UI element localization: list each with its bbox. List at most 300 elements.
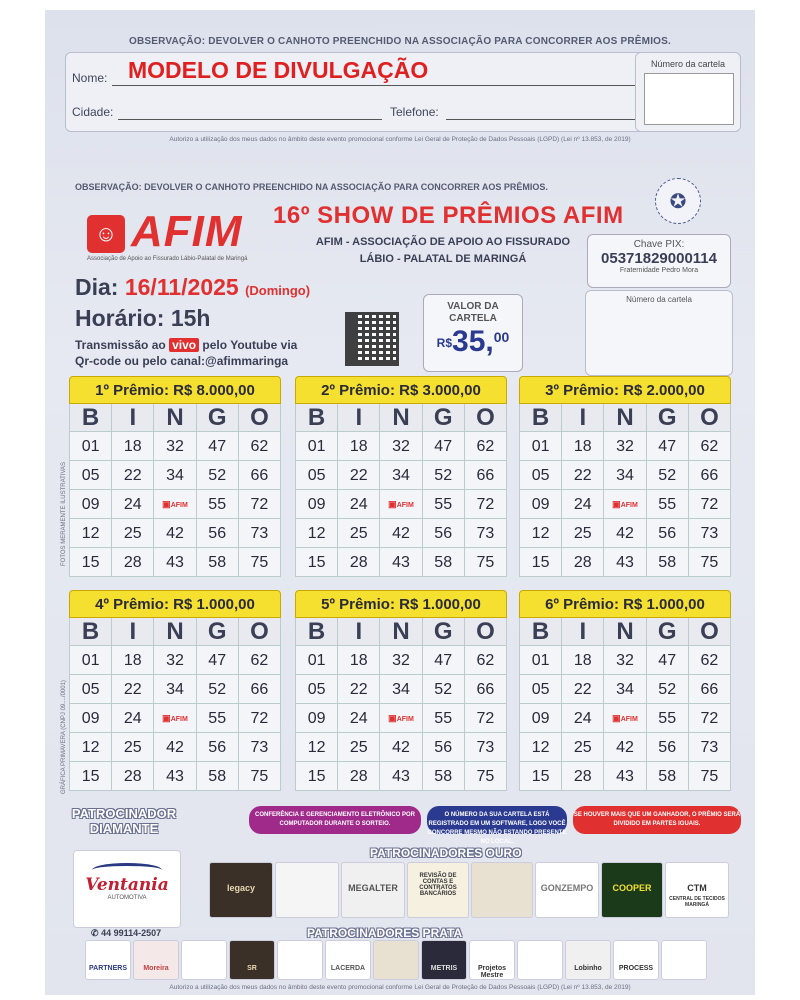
gold-sponsor-logo: [601, 862, 663, 918]
afim-logo-subtitle: Associação de Apoio ao Fissurado Lábio-Palatal de Maringá: [87, 256, 248, 262]
bingo-number: 73: [689, 733, 731, 762]
notice-split: SE HOUVER MAIS QUE UM GANHADOR, O PRÊMIO SERÁ DIVIDIDO EM PARTES IGUAIS.: [573, 806, 741, 834]
silver-sponsor-logo: [277, 940, 323, 980]
notice-software: O NÚMERO DA SUA CARTELA ESTÁ REGISTRADO EM UM SOFTWARE, LOGO VOCÊ CONCORRE MESMO NÃO ESTANDO PRESENTE NO LOCAL.: [427, 806, 567, 834]
gold-sponsors-title: PATROCINADORES OURO: [370, 846, 522, 860]
afim-logo: [87, 207, 267, 265]
gold-sponsor-name: legacy: [226, 883, 256, 893]
bingo-card: [69, 376, 281, 577]
bingo-number: 18: [338, 646, 380, 675]
pix-value: 05371829000114: [601, 250, 717, 267]
bingo-number: 05: [70, 461, 112, 490]
bingo-number: 56: [423, 733, 465, 762]
card-price-value: [424, 325, 522, 359]
bingo-number: 25: [112, 733, 154, 762]
silver-sponsor-logo: [229, 940, 275, 980]
bingo-number: 09: [520, 490, 562, 519]
silver-sponsor-logo: [661, 940, 707, 980]
bingo-number: 18: [112, 646, 154, 675]
bingo-letter: G: [647, 618, 689, 646]
bingo-number: 12: [520, 733, 562, 762]
bingo-letter: B: [520, 404, 562, 432]
bingo-number: 24: [562, 704, 604, 733]
bingo-number: 34: [380, 675, 422, 704]
bingo-number: 32: [380, 432, 422, 461]
association-line-2: LÁBIO - PALATAL DE MARINGÁ: [359, 253, 527, 265]
diamond-sponsor-title: [59, 806, 189, 836]
gold-sponsor-logo: [665, 862, 729, 918]
ticket-stub: [65, 52, 645, 132]
bingo-letter: O: [239, 404, 281, 432]
bingo-number: 15: [520, 762, 562, 791]
bingo-number: 55: [423, 490, 465, 519]
bingo-grid: [295, 618, 507, 791]
bingo-number: 22: [562, 675, 604, 704]
prize-title: 4º Prêmio: R$ 1.000,00: [69, 590, 281, 618]
bingo-number: 43: [380, 548, 422, 577]
bingo-number: 66: [689, 675, 731, 704]
bingo-number: 72: [689, 490, 731, 519]
silver-sponsor-name: PROCESS: [618, 965, 654, 972]
bingo-number: 73: [239, 519, 281, 548]
bingo-number: 28: [562, 762, 604, 791]
bingo-number: 62: [689, 432, 731, 461]
bingo-number: 01: [520, 646, 562, 675]
broadcast-text-3: Qr-code ou pelo canal:@afimmaringa: [75, 354, 289, 368]
bingo-number: 25: [562, 733, 604, 762]
silver-sponsor-name: PARTNERS: [89, 965, 127, 972]
silver-sponsor-logo: [85, 940, 131, 980]
swoosh-icon: [92, 863, 162, 877]
smile-icon: ☺: [87, 215, 125, 253]
silver-sponsor-logo: [517, 940, 563, 980]
bingo-number: 58: [647, 548, 689, 577]
bingo-number: 24: [112, 490, 154, 519]
city-label: Cidade:: [72, 105, 114, 119]
date-label: Dia:: [75, 274, 119, 300]
bingo-number: 01: [296, 432, 338, 461]
bingo-number: 22: [112, 675, 154, 704]
bingo-number: 47: [647, 646, 689, 675]
bingo-number: 55: [197, 490, 239, 519]
bingo-number: 75: [239, 762, 281, 791]
bingo-number: 73: [239, 733, 281, 762]
bingo-number: 28: [338, 762, 380, 791]
bingo-number: 25: [112, 519, 154, 548]
bingo-number: 56: [647, 519, 689, 548]
gold-sponsor-logo: [407, 862, 469, 918]
bingo-number: 72: [465, 704, 507, 733]
gold-sponsor-logo: [535, 862, 599, 918]
bingo-number: 34: [154, 675, 196, 704]
gold-sponsor-logo: [275, 862, 339, 918]
broadcast-text-2: pelo Youtube via: [202, 338, 298, 352]
bingo-number: 09: [296, 490, 338, 519]
silver-sponsor-name: METRIS: [430, 965, 458, 972]
observation-top: OBSERVAÇÃO: DEVOLVER O CANHOTO PREENCHIDO NA ASSOCIAÇÃO PARA CONCORRER AOS PRÊMIOS.: [128, 36, 671, 47]
card-number-label: Número da cartela: [650, 59, 726, 69]
card-number-label-2: Número da cartela: [626, 295, 692, 304]
silver-sponsor-name: LACERDA: [330, 965, 366, 972]
card-price-label: [424, 301, 522, 325]
bingo-grid: [519, 404, 731, 577]
diamond-title-2: DIAMANTE: [89, 821, 159, 836]
bingo-number: 18: [338, 432, 380, 461]
bingo-number: 15: [70, 548, 112, 577]
time-label: Horário:: [75, 305, 165, 331]
date-weekday: (Domingo): [245, 283, 311, 298]
bingo-number: 66: [239, 461, 281, 490]
free-cell: ▣ AFIM: [380, 704, 422, 733]
association-line-1: AFIM - ASSOCIAÇÃO DE APOIO AO FISSURADO: [315, 236, 571, 248]
diamond-sponsor-sub: AUTOMOTIVA: [107, 895, 147, 901]
bingo-number: 01: [296, 646, 338, 675]
silver-sponsor-logo: [181, 940, 227, 980]
bingo-letter: I: [112, 404, 154, 432]
bingo-number: 56: [423, 519, 465, 548]
bingo-letter: I: [562, 618, 604, 646]
gold-sponsor-name: GONZEMPO: [540, 883, 594, 893]
silver-sponsors-title: PATROCINADORES PRATA: [307, 926, 463, 940]
bingo-letter: I: [112, 618, 154, 646]
bingo-number: 47: [197, 646, 239, 675]
bingo-number: 22: [112, 461, 154, 490]
bingo-number: 75: [689, 762, 731, 791]
free-cell: ▣ AFIM: [604, 704, 646, 733]
bingo-number: 25: [562, 519, 604, 548]
bingo-number: 34: [154, 461, 196, 490]
bingo-number: 09: [296, 704, 338, 733]
silver-sponsor-logo: [133, 940, 179, 980]
bingo-card: [295, 590, 507, 791]
bingo-number: 15: [520, 548, 562, 577]
bingo-number: 32: [380, 646, 422, 675]
bingo-number: 09: [70, 490, 112, 519]
bingo-letter: O: [239, 618, 281, 646]
bingo-card: [69, 590, 281, 791]
bingo-letter: G: [423, 404, 465, 432]
bingo-number: 18: [562, 646, 604, 675]
bingo-number: 42: [380, 519, 422, 548]
bingo-number: 32: [154, 432, 196, 461]
card-price-label-2: CARTELA: [449, 313, 497, 324]
city-line: [118, 119, 382, 120]
silver-sponsor-logo: [613, 940, 659, 980]
bingo-number: 22: [562, 461, 604, 490]
bingo-number: 05: [70, 675, 112, 704]
bingo-letter: I: [338, 404, 380, 432]
eagle-seal-icon: ✪: [655, 178, 701, 224]
gold-sponsor-logo: [209, 862, 273, 918]
side-note-1: FOTOS MERAMENTE ILUSTRATIVAS: [61, 461, 67, 566]
name-label: Nome:: [72, 71, 108, 85]
bingo-number: 34: [380, 461, 422, 490]
bingo-number: 34: [604, 675, 646, 704]
bingo-number: 42: [604, 733, 646, 762]
bingo-number: 09: [520, 704, 562, 733]
bingo-number: 47: [197, 432, 239, 461]
live-badge: vivo: [169, 338, 199, 352]
bingo-letter: B: [296, 618, 338, 646]
bingo-number: 62: [465, 646, 507, 675]
card-number-box: [635, 52, 741, 132]
bingo-letter: O: [465, 618, 507, 646]
bingo-number: 12: [296, 733, 338, 762]
gold-sponsor-sub: CENTRAL DE TECIDOS MARINGÁ: [669, 896, 725, 908]
pix-box: [587, 234, 731, 288]
bingo-number: 28: [562, 548, 604, 577]
bingo-grid: [295, 404, 507, 577]
bingo-number: 56: [197, 733, 239, 762]
gold-sponsor-logo: [341, 862, 405, 918]
bingo-number: 01: [520, 432, 562, 461]
bingo-number: 43: [604, 762, 646, 791]
bingo-card: [519, 590, 731, 791]
bingo-number: 58: [423, 548, 465, 577]
bingo-number: 42: [604, 519, 646, 548]
free-cell: ▣ AFIM: [154, 704, 196, 733]
date-value: 16/11/2025: [124, 274, 239, 300]
lgpd-note: Autorizo a utilização dos meus dados no âmbito deste evento promocional conforme Lei Geral de Proteção de Dados Pessoais (LGPD) (Lei nº 13.853, de 2019): [169, 136, 631, 143]
bingo-number: 34: [604, 461, 646, 490]
bingo-number: 01: [70, 432, 112, 461]
bingo-letter: G: [197, 618, 239, 646]
bingo-number: 05: [296, 461, 338, 490]
lgpd-note-bottom: Autorizo a utilização dos meus dados no âmbito deste evento promocional conforme Lei Geral de Proteção de Dados Pessoais (LGPD) (Lei nº 13.853, de 2019): [169, 984, 631, 991]
bingo-number: 24: [562, 490, 604, 519]
bingo-number: 56: [197, 519, 239, 548]
bingo-letter: B: [520, 618, 562, 646]
bingo-number: 24: [112, 704, 154, 733]
diamond-sponsor-phone-value: 44 99114-2507: [101, 928, 162, 938]
silver-sponsor-logo: [565, 940, 611, 980]
gold-sponsor-name: COOPER: [612, 883, 652, 893]
event-date: [75, 274, 310, 301]
prize-title: 3º Prêmio: R$ 2.000,00: [519, 376, 731, 404]
bingo-grid: [69, 404, 281, 577]
bingo-number: 58: [423, 762, 465, 791]
bingo-number: 66: [465, 461, 507, 490]
bingo-number: 22: [338, 461, 380, 490]
card-price-label-1: VALOR DA: [447, 301, 499, 312]
silver-sponsor-logo: [373, 940, 419, 980]
bingo-number: 55: [423, 704, 465, 733]
bingo-number: 01: [70, 646, 112, 675]
card-number-box-2: [585, 290, 733, 376]
bingo-number: 43: [604, 548, 646, 577]
diamond-sponsor-name: Ventania: [85, 875, 169, 895]
bingo-letter: I: [338, 618, 380, 646]
bingo-number: 72: [689, 704, 731, 733]
notice-electronic: CONFERÊNCIA E GERENCIAMENTO ELETRÔNICO POR COMPUTADOR DURANTE O SORTEIO.: [249, 806, 421, 834]
bingo-number: 62: [239, 432, 281, 461]
bingo-number: 75: [465, 548, 507, 577]
bingo-number: 52: [423, 675, 465, 704]
bingo-number: 55: [647, 490, 689, 519]
bingo-number: 24: [338, 704, 380, 733]
bingo-number: 66: [239, 675, 281, 704]
bingo-number: 28: [112, 762, 154, 791]
card-number-field: [644, 73, 734, 125]
bingo-number: 66: [465, 675, 507, 704]
bingo-letter: B: [70, 404, 112, 432]
bingo-number: 75: [239, 548, 281, 577]
bingo-number: 18: [112, 432, 154, 461]
bingo-number: 52: [197, 675, 239, 704]
bingo-number: 73: [689, 519, 731, 548]
gold-sponsor-name: REVISÃO DE CONTAS E CONTRATOS BANCÁRIOS: [419, 873, 457, 897]
bingo-number: 25: [338, 733, 380, 762]
silver-sponsor-logo: [325, 940, 371, 980]
diamond-title-1: PATROCINADOR: [71, 806, 177, 821]
bingo-number: 62: [239, 646, 281, 675]
gold-sponsor-logo: [471, 862, 533, 918]
bingo-number: 42: [154, 733, 196, 762]
bingo-number: 18: [562, 432, 604, 461]
bingo-number: 24: [338, 490, 380, 519]
prize-title: 2º Prêmio: R$ 3.000,00: [295, 376, 507, 404]
bingo-number: 32: [154, 646, 196, 675]
bingo-number: 22: [338, 675, 380, 704]
qr-code-icon[interactable]: [345, 312, 399, 366]
bingo-letter: B: [296, 404, 338, 432]
bingo-letter: N: [604, 404, 646, 432]
bingo-number: 73: [465, 519, 507, 548]
bingo-number: 75: [465, 762, 507, 791]
bingo-number: 55: [197, 704, 239, 733]
bingo-number: 47: [423, 432, 465, 461]
afim-logo-word: AFIM: [131, 207, 243, 256]
bingo-number: 32: [604, 432, 646, 461]
free-cell: ▣ AFIM: [604, 490, 646, 519]
event-time: [75, 305, 210, 332]
bingo-number: 72: [465, 490, 507, 519]
bingo-letter: G: [423, 618, 465, 646]
bingo-letter: N: [604, 618, 646, 646]
bingo-number: 09: [70, 704, 112, 733]
silver-sponsor-name: Lobinho: [574, 965, 602, 972]
bingo-number: 15: [70, 762, 112, 791]
bingo-number: 52: [197, 461, 239, 490]
silver-sponsor-name: Moreira: [143, 965, 169, 972]
name-line: [112, 85, 638, 86]
pix-owner: Fraternidade Pedro Mora: [619, 267, 699, 274]
bingo-letter: O: [689, 404, 731, 432]
bingo-letter: G: [647, 404, 689, 432]
bingo-number: 05: [520, 461, 562, 490]
bingo-number: 73: [465, 733, 507, 762]
silver-sponsor-logo: [469, 940, 515, 980]
observation-mid: OBSERVAÇÃO: DEVOLVER O CANHOTO PREENCHIDO NA ASSOCIAÇÃO PARA CONCORRER AOS PRÊMIOS.: [75, 182, 548, 192]
bingo-number: 15: [296, 762, 338, 791]
bingo-number: 47: [423, 646, 465, 675]
bingo-letter: N: [380, 404, 422, 432]
bingo-number: 52: [423, 461, 465, 490]
card-price-currency: R$: [436, 336, 453, 351]
phone-line: [446, 119, 638, 120]
bingo-number: 28: [112, 548, 154, 577]
bingo-number: 12: [520, 519, 562, 548]
bingo-number: 56: [647, 733, 689, 762]
gold-sponsor-name: MEGALTER: [348, 883, 398, 893]
bingo-letter: O: [689, 618, 731, 646]
silver-sponsor-logo: [421, 940, 467, 980]
bingo-number: 58: [197, 762, 239, 791]
bingo-number: 12: [296, 519, 338, 548]
bingo-number: 58: [197, 548, 239, 577]
bingo-number: 55: [647, 704, 689, 733]
bingo-number: 12: [70, 733, 112, 762]
bingo-sheet: [45, 10, 755, 995]
diamond-sponsor-phone: [91, 928, 161, 939]
bingo-number: 32: [604, 646, 646, 675]
pix-label: Chave PIX:: [633, 239, 685, 250]
bingo-number: 42: [380, 733, 422, 762]
broadcast-text-1: Transmissão ao: [75, 338, 166, 352]
bingo-number: 15: [296, 548, 338, 577]
bingo-grid: [69, 618, 281, 791]
bingo-number: 72: [239, 490, 281, 519]
bingo-number: 28: [338, 548, 380, 577]
bingo-number: 52: [647, 461, 689, 490]
bingo-number: 58: [647, 762, 689, 791]
prize-title: 5º Prêmio: R$ 1.000,00: [295, 590, 507, 618]
bingo-letter: N: [380, 618, 422, 646]
bingo-letter: B: [70, 618, 112, 646]
side-note-2: GRÁFICA PRIMAVERA (CNPJ 09..../0001): [61, 680, 67, 794]
bingo-letter: N: [154, 618, 196, 646]
bingo-card: [295, 376, 507, 577]
free-cell: ▣ AFIM: [380, 490, 422, 519]
bingo-number: 43: [380, 762, 422, 791]
bingo-number: 62: [465, 432, 507, 461]
bingo-number: 05: [520, 675, 562, 704]
diamond-sponsor-logo: [73, 850, 181, 928]
bingo-number: 47: [647, 432, 689, 461]
card-price-amount: 35,: [452, 325, 494, 358]
bingo-number: 66: [689, 461, 731, 490]
bingo-number: 43: [154, 548, 196, 577]
gold-sponsor-name: CTM: [687, 883, 707, 893]
bingo-letter: G: [197, 404, 239, 432]
bingo-grid: [519, 618, 731, 791]
time-value: 15h: [170, 305, 211, 331]
bingo-number: 12: [70, 519, 112, 548]
association-name: [313, 234, 573, 268]
bingo-letter: N: [154, 404, 196, 432]
event-title: 16º SHOW DE PRÊMIOS AFIM: [273, 202, 624, 229]
bingo-card: [519, 376, 731, 577]
silver-sponsor-name: Projetos Mestre: [477, 965, 506, 979]
bingo-number: 52: [647, 675, 689, 704]
card-price-cents: 00: [493, 329, 510, 345]
bingo-letter: O: [465, 404, 507, 432]
bingo-number: 05: [296, 675, 338, 704]
bingo-number: 25: [338, 519, 380, 548]
bingo-number: 42: [154, 519, 196, 548]
bingo-letter: I: [562, 404, 604, 432]
phone-label: Telefone:: [390, 105, 439, 119]
name-value: MODELO DE DIVULGAÇÃO: [128, 57, 429, 83]
card-price-box: [423, 294, 523, 372]
free-cell: ▣ AFIM: [154, 490, 196, 519]
bingo-number: 75: [689, 548, 731, 577]
bingo-number: 43: [154, 762, 196, 791]
bingo-number: 62: [689, 646, 731, 675]
broadcast-info: [75, 337, 345, 369]
prize-title: 6º Prêmio: R$ 1.000,00: [519, 590, 731, 618]
prize-title: 1º Prêmio: R$ 8.000,00: [69, 376, 281, 404]
